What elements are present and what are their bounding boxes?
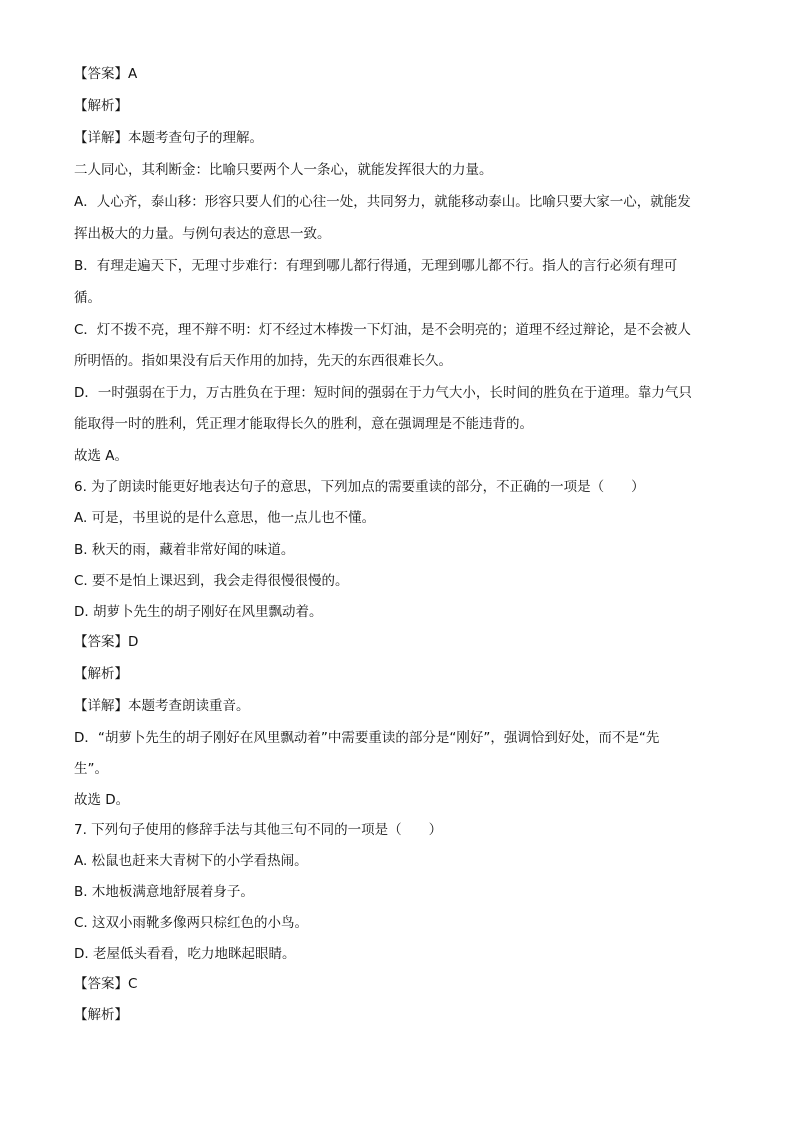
q6-option-a: A. 可是，书里说的是什么意思，他一点儿也不懂。 bbox=[74, 510, 376, 526]
q5-answer: 【答案】A bbox=[74, 66, 138, 82]
q5-option-c-line1: C．灯不拨不亮，理不辩不明：灯不经过木棒拨一下灯油，是不会明亮的；道理不经过辩论，是不会被人 bbox=[74, 322, 691, 338]
q5-option-c-line2: 所明悟的。指如果没有后天作用的加持，先天的东西很难长久。 bbox=[74, 353, 452, 369]
q7-option-a: A. 松鼠也赶来大青树下的小学看热闹。 bbox=[74, 853, 308, 869]
q5-option-d-line2: 能取得一时的胜利，凭正理才能取得长久的胜利，意在强调理是不能违背的。 bbox=[74, 416, 533, 432]
q5-analysis-heading: 【解析】 bbox=[74, 98, 128, 114]
q6-choice: 故选 D。 bbox=[74, 792, 130, 808]
q6-stem: 6. 为了朗读时能更好地表达句子的意思，下列加点的需要重读的部分，不正确的一项是（ ） bbox=[74, 479, 645, 495]
q6-option-d: D. 胡萝卜先生的胡子刚好在风里飘动着。 bbox=[74, 604, 323, 620]
q5-option-a-line2: 挥出极大的力量。与例句表达的意思一致。 bbox=[74, 226, 331, 242]
q7-stem: 7. 下列句子使用的修辞手法与其他三句不同的一项是（ ） bbox=[74, 822, 443, 838]
q6-analysis-heading: 【解析】 bbox=[74, 666, 128, 682]
q5-option-b-line1: B．有理走遍天下，无理寸步难行：有理到哪儿都行得通，无理到哪儿都不行。指人的言行必须有理可 bbox=[74, 258, 678, 274]
q6-option-b: B. 秋天的雨，藏着非常好闻的味道。 bbox=[74, 542, 295, 558]
q5-choice: 故选 A。 bbox=[74, 448, 129, 464]
q7-option-c: C. 这双小雨靴多像两只棕红色的小鸟。 bbox=[74, 915, 309, 931]
q5-detail: 【详解】本题考查句子的理解。 bbox=[74, 130, 263, 146]
q5-option-d-line1: D．一时强弱在于力，万古胜负在于理：短时间的强弱在于力气大小，长时间的胜负在于道理。靠力气只 bbox=[74, 385, 692, 401]
q7-answer: 【答案】C bbox=[74, 976, 138, 992]
q7-option-b: B. 木地板满意地舒展着身子。 bbox=[74, 884, 254, 900]
q7-option-d: D. 老屋低头看看，吃力地眯起眼睛。 bbox=[74, 946, 296, 962]
q6-option-c: C. 要不是怕上课迟到，我会走得很慢很慢的。 bbox=[74, 573, 349, 589]
q6-explanation-line1: D．“胡萝卜先生的胡子刚好在风里飘动着”中需要重读的部分是“刚好”，强调恰到好处，而不是“先 bbox=[74, 730, 660, 746]
q6-explanation-line2: 生”。 bbox=[74, 761, 108, 777]
q5-example-sentence: 二人同心，其利断金：比喻只要两个人一条心，就能发挥很大的力量。 bbox=[74, 162, 493, 178]
q6-answer: 【答案】D bbox=[74, 634, 139, 650]
q6-detail: 【详解】本题考查朗读重音。 bbox=[74, 698, 250, 714]
q7-analysis-heading: 【解析】 bbox=[74, 1007, 128, 1023]
q5-option-a-line1: A．人心齐，泰山移：形容只要人们的心往一处，共同努力，就能移动泰山。比喻只要大家一心，就能发 bbox=[74, 194, 691, 210]
q5-option-b-line2: 循。 bbox=[74, 290, 101, 306]
